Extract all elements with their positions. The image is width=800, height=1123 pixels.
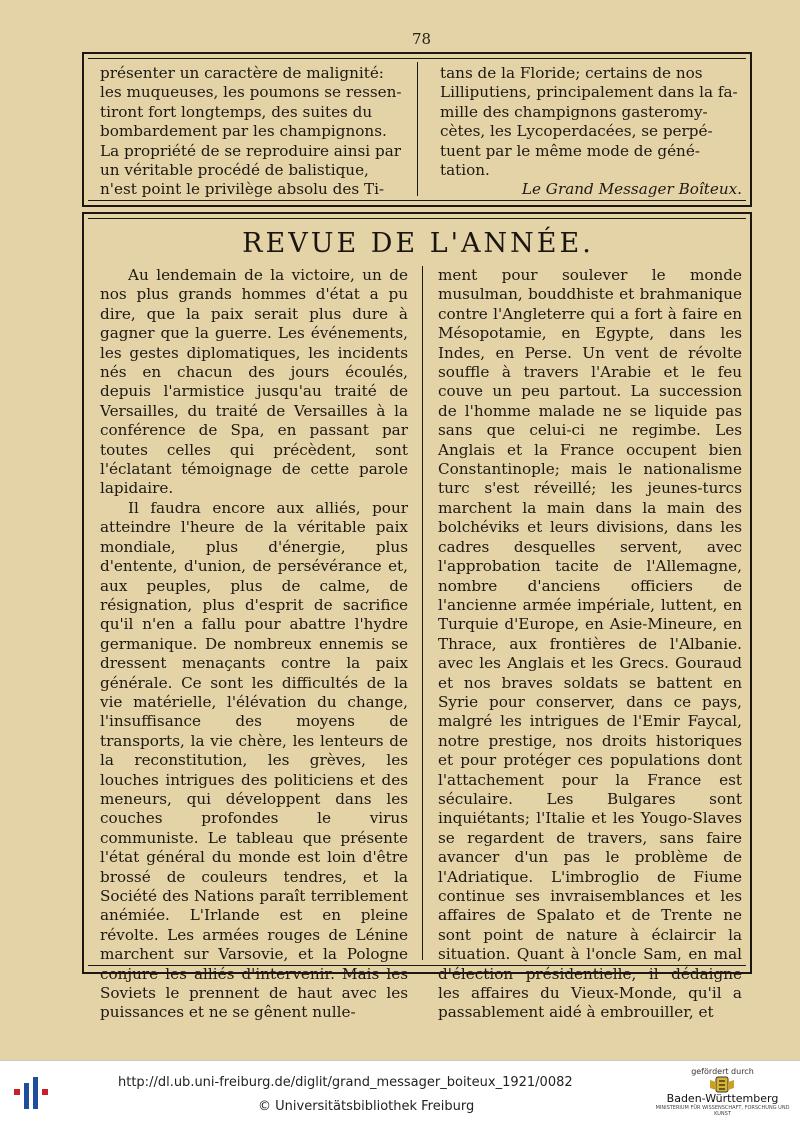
text-line: cètes, les Lycoperdacées, se perpé-	[440, 122, 713, 141]
text-line: tiront fort longtemps, des suites du	[100, 102, 373, 121]
main-article-left-column	[100, 266, 408, 1023]
text-line: bombardement par les champignons.	[100, 122, 387, 141]
sponsor-logo	[650, 1067, 795, 1119]
top-column-divider	[417, 62, 418, 196]
top-article-rule-upper	[88, 58, 746, 59]
text-line: n'est point le privilège absolu des Ti-	[100, 180, 385, 199]
article-paragraph: Il faudra encore aux alliés, pour atteindre l'heure de la véritable paix mondiale, plus d'énergie, plus d'entente, d'union, de persévérance et, aux peuples, plus de calme, de résignation, plus d'esprit de sacrifice qu'il n'en a fallu pour abattre l'hydre germanique. De nombreux ennemis se dressent menaçants contre la paix générale. Ce sont les difficultés de la vie matérielle, l'élévation du change, l'insuffisance des moyens de transports, la vie chère, les lenteurs de la reconstitution, les grèves, les louches intrigues des politiciens et des meneurs, qui développent dans les couches profondes le virus communiste. Le tableau que présente l'état général du monde est loin d'être brossé de couleurs tendres, et la Société des Nations paraît terriblement anémiée. L'Irlande est en pleine révolte. Les armées rouges de Lénine marchent sur Varsovie, et la Pologne conjure les alliés d'intervenir. Mais les Soviets le prennent de haut avec les puissances et ne se gênent nulle-	[100, 498, 408, 1022]
permalink-url[interactable]: http://dl.ub.uni-freiburg.de/diglit/grand_messager_boiteux_1921/0082	[118, 1075, 573, 1090]
coat-of-arms-icon	[708, 1076, 736, 1094]
copyright-notice: © Universitätsbibliothek Freiburg	[258, 1099, 475, 1114]
library-logo-icon	[12, 1073, 54, 1113]
text-line: mille des champignons gasteromy-	[440, 102, 708, 121]
viewer-footer	[0, 1060, 800, 1123]
text-line: un véritable procédé de balistique,	[100, 161, 369, 180]
sponsor-state: Baden-Württemberg	[666, 1092, 779, 1105]
text-line: les muqueuses, les poumons se ressen-	[100, 83, 402, 102]
top-article-rule-lower	[88, 200, 746, 201]
article-paragraph: Au lendemain de la victoire, un de nos plus grands hommes d'état a pu dire, que la paix serait plus dure à gagner que la guerre. Les événements, les gestes diplomatiques, les incidents nés en chacun des jours écoulés, depuis l'armistice jusqu'au traité de Versailles, du traité de Versailles à la conférence de Spa, en passant par toutes celles qui précèdent, sont l'éclatant témoignage de cette parole lapidaire.	[100, 266, 408, 498]
page-number: 78	[412, 30, 432, 48]
text-line: Lilliputiens, principalement dans la fa-	[440, 83, 738, 102]
top-article-left-column	[100, 64, 405, 200]
article-signature: Le Grand Messager Boîteux.	[521, 180, 742, 199]
main-article-right-column	[438, 266, 742, 1023]
text-line: La propriété de se reproduire ainsi par	[100, 141, 402, 160]
text-line: présenter un caractère de malignité:	[100, 64, 384, 82]
text-line: tuent par le même mode de géné-	[440, 141, 700, 160]
main-column-divider	[422, 266, 423, 960]
main-article-rule-upper	[88, 218, 746, 219]
text-line: tation.	[440, 161, 490, 180]
article-headline: REVUE DE L'ANNÉE.	[242, 228, 594, 259]
sponsor-ministry: MINISTERIUM FÜR WISSENSCHAFT, FORSCHUNG UND KUNST	[655, 1105, 790, 1117]
sponsor-caption: gefördert durch	[691, 1067, 754, 1076]
article-paragraph: ment pour soulever le monde musulman, bouddhiste et brahmanique contre l'Angleterre qui a fort à faire en Mésopotamie, en Egypte, dans les Indes, en Perse. Un vent de révolte souffle à travers l'Arabie et le feu couve un peu partout. La succession de l'homme malade ne se liquide pas sans que celui-ci ne regimbe. Les Anglais et la France occupent bien Constantinople; mais le nationalisme turc s'est réveillé; les jeunes-turcs marchent la main dans la main des bolchéviks et leurs divisions, dans les cadres desquelles servent, avec l'approbation tacite de l'Allemagne, nombre d'anciens officiers de l'ancienne armée impériale, luttent, en Turquie d'Europe, en Asie-Mineure, en Thrace, aux frontières de l'Albanie. avec les Anglais et les Grecs. Gouraud et nos braves soldats se battent en Syrie pour conserver, dans ce pays, malgré les intrigues de l'Emir Faycal, notre prestige, nos droits historiques et pour protéger ces populations dont l'attachement pour la France est séculaire. Les Bulgares sont inquiétants; l'Italie et les Yougo-Slaves se regardent de travers, sans faire avancer d'un pas le problème de l'Adriatique. L'imbroglio de Fiume continue ses invraisemblances et les affaires de Spalato et de Trente ne sont point de nature à éclaircir la situation. Quant à l'oncle Sam, en mal d'élection présidentielle, il dédaigne les affaires du Vieux-Monde, qu'il a passablement aidé à embrouiller, et	[438, 266, 742, 1022]
top-article-right-column	[440, 64, 742, 200]
text-line: tans de la Floride; certains de nos	[440, 64, 703, 82]
